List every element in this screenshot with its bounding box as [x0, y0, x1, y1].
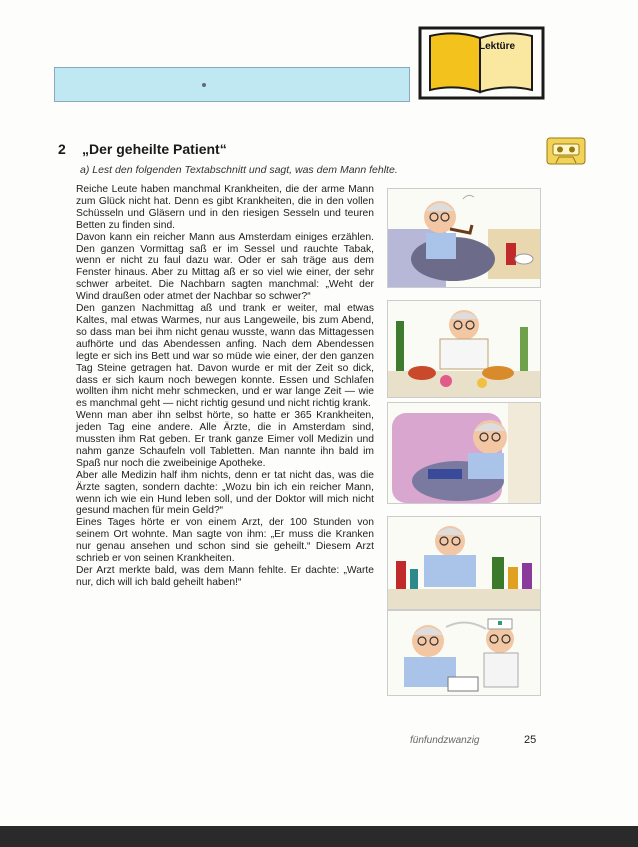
story-paragraph: Wenn man aber ihn selbst hörte, so hatte er 365 Krankheiten, jeden Tag eine andere. Alle Ärzte, die in Amsterdam sind, mussten ihm Rat geben. Er trank ganze Eimer voll Medizin und nahm ganze Schaufeln voll Tabletten. Man nannte ihn bald im Spaß nur noch die zweibeinige Apotheke.	[76, 410, 374, 469]
story-paragraph: Davon kann ein reicher Mann aus Amsterdam einiges erzählen. Den ganzen Vormittag saß er im Sessel und rauchte Tabak, wenn er nicht zu faul dazu war. Oder er sah träge aus dem Fenster hinaus. Aber zu Mittag aß er so viel wie einer, der sehr schwer arbeitet. Die Nachbarn sagten manchmal: „Weht der Wind draußen oder atmet der Nachbar so schwer?“	[76, 231, 374, 303]
exercise-number: 2	[58, 141, 66, 157]
story-paragraph: Der Arzt merkte bald, was dem Mann fehlte. Er dachte: „Warte nur, dich will ich bald geheilt haben!“	[76, 565, 374, 588]
illustration-eating	[387, 300, 541, 398]
band-dot	[202, 83, 206, 87]
illustration-medicine	[387, 516, 541, 610]
cassette-icon	[546, 137, 586, 165]
illustration-resting	[387, 402, 541, 504]
header-band	[54, 67, 410, 102]
story-paragraph: Aber alle Medizin half ihm nichts, denn er tat nicht das, was die Ärzte sagten, sondern dachte: „Wozu bin ich ein reicher Mann, wenn ich wie ein Hund leben soll, und der Doktor will mich nicht gesund machen für mein Geld?“	[76, 469, 374, 517]
page-number: 25	[524, 734, 537, 746]
page-number-word: fünfundzwanzig	[410, 735, 480, 746]
story-paragraph: Den ganzen Nachmittag aß und trank er weiter, mal etwas Kaltes, mal etwas Warmes, nur aus Langeweile, bis zum Abend, so dass man bei ihm nicht genau wusste, wann das Mittagessen aufhörte und das Abendessen anfing. Nach dem Abendessen legte er sich ins Bett und war so müde wie einer, der den ganzen Tag Steine getragen hat. Davon wurde er mit der Zeit so dick, dass er sich kaum noch bewegen konnte. Essen und Schlafen wollten ihm nicht mehr schmecken, und er war lange Zeit — wie es manchmal geht — nicht richtig gesund und nicht richtig krank.	[76, 303, 374, 410]
exercise-task: a) Lest den folgenden Textabschnitt und sagt, was dem Mann fehlte.	[80, 164, 398, 176]
open-book-icon	[418, 26, 545, 100]
scan-edge	[0, 826, 638, 847]
section-label: Lektüre	[479, 41, 516, 52]
story-paragraph: Reiche Leute haben manchmal Krankheiten, die der arme Mann zum Glück nicht hat. Denn es gibt Krankheiten, die in den vollen Schüsseln und Gläsern und in den riesigen Sesseln und teuren Betten zu finden sind.	[76, 184, 374, 231]
exercise-title: „Der geheilte Patient“	[82, 141, 227, 157]
story-paragraph: Eines Tages hörte er von einem Arzt, der 100 Stunden von seinem Ort wohnte. Man sagte von ihm: „Er muss die Kranken nur genau ansehen und schon sind sie geheilt.“ Diesem Arzt schrieb er von seinen Krankheiten.	[76, 517, 374, 565]
illustration-smoking	[387, 188, 541, 288]
story-text	[76, 184, 374, 589]
illustration-doctor	[387, 610, 541, 696]
